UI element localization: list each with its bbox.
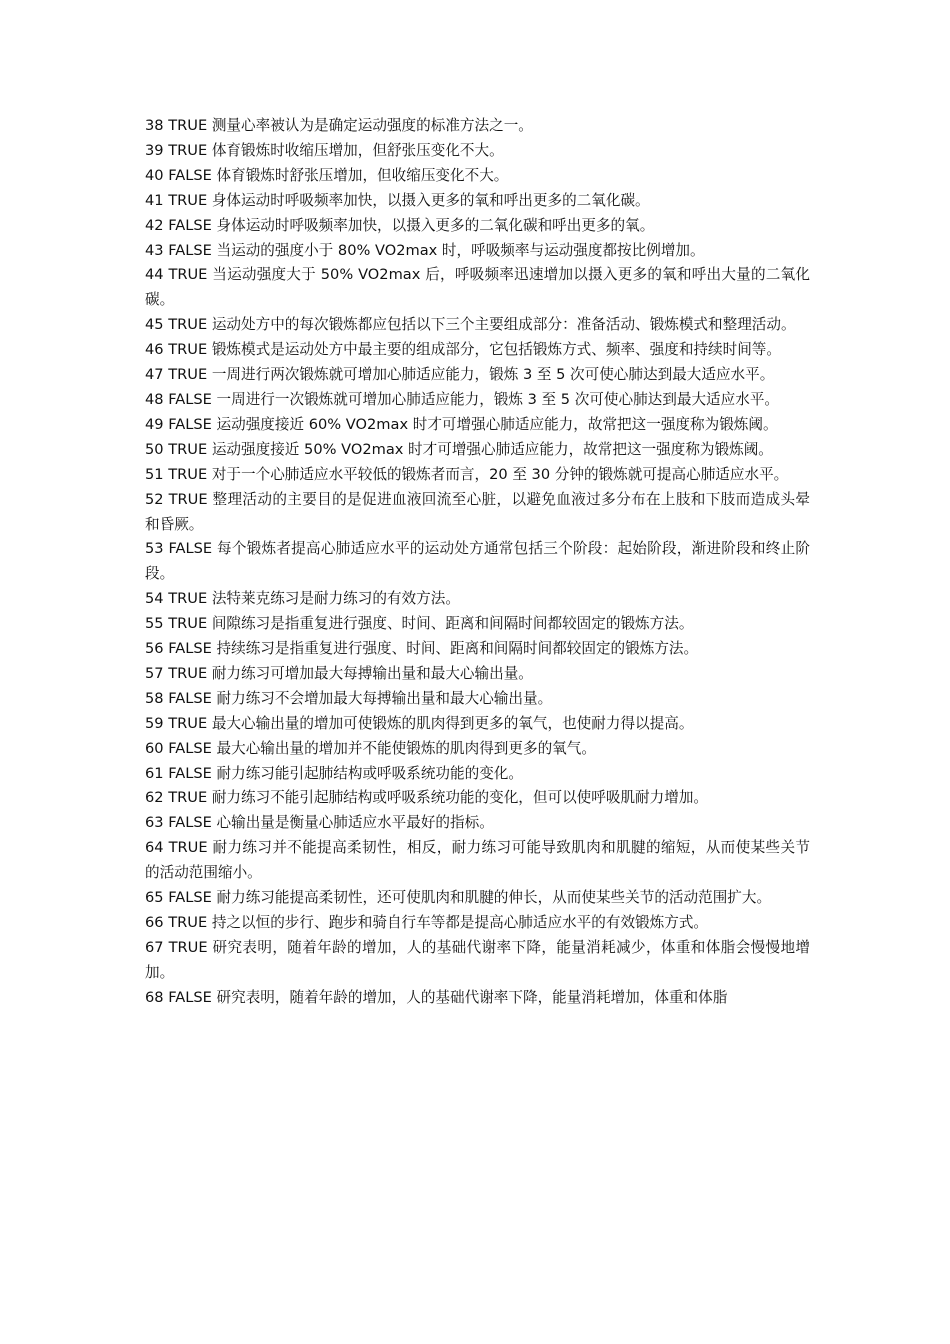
question-number: 56 [145,640,164,658]
question-item [145,612,810,637]
question-item [145,313,810,338]
question-text: 体育锻炼时舒张压增加，但收缩压变化不大。 [216,166,509,184]
question-text: 研究表明，随着年龄的增加，人的基础代谢率下降，能量消耗减少，体重和体脂会慢慢地增加。 [145,938,811,981]
answer-label: TRUE [168,664,208,682]
question-item [145,363,810,388]
question-text: 耐力练习并不能提高柔韧性，相反，耐力练习可能导致肌肉和肌腱的缩短，从而使某些关节的活动范围缩小。 [145,839,811,882]
answer-label: FALSE [168,540,213,558]
question-text: 当运动强度大于 50% VO2max 后，呼吸频率迅速增加以摄入更多的氧和呼出大量的二氧化碳。 [145,266,811,309]
question-number: 55 [145,615,164,633]
question-number: 61 [145,764,164,782]
question-text: 耐力练习能引起肺结构或呼吸系统功能的变化。 [216,764,523,782]
question-number: 49 [145,415,164,433]
question-number: 45 [145,316,164,334]
question-text: 持之以恒的步行、跑步和骑自行车等都是提高心肺适应水平的有效锻炼方式。 [211,914,709,931]
question-number: 40 [145,166,164,184]
question-text: 耐力练习不会增加最大每搏输出量和最大心输出量。 [216,689,553,707]
question-text: 研究表明，随着年龄的增加，人的基础代谢率下降，能量消耗增加，体重和体脂 [216,988,728,1006]
question-item [145,537,810,587]
question-text: 锻炼模式是运动处方中最主要的组成部分，它包括锻炼方式、频率、强度和持续时间等。 [211,341,781,359]
answer-label: FALSE [168,640,212,658]
question-text: 每个锻炼者提高心肺适应水平的运动处方通常包括三个阶段：起始阶段，渐进阶段和终止阶段。 [145,540,811,583]
question-list [145,114,810,1011]
question-item [145,986,810,1011]
question-text: 耐力练习不能引起肺结构或呼吸系统功能的变化，但可以使呼吸肌耐力增加。 [211,789,709,807]
answer-label: FALSE [168,241,212,259]
answer-label: TRUE [168,714,208,732]
question-number: 54 [145,590,164,608]
question-text: 耐力练习能提高柔韧性，还可使肌肉和肌腱的伸长，从而使某些关节的活动范围扩大。 [216,889,772,907]
question-text: 一周进行一次锻炼就可增加心肺适应能力，锻炼 3 至 5 次可使心肺达到最大适应水平。 [216,390,780,408]
question-item [145,836,810,886]
answer-label: TRUE [168,590,208,608]
question-item [145,239,810,264]
question-item [145,164,810,189]
question-text: 体育锻炼时收缩压增加，但舒张压变化不大。 [211,141,504,159]
question-number: 43 [145,241,164,259]
question-item [145,662,810,687]
question-item [145,811,810,836]
question-text: 整理活动的主要目的是促进血液回流至心脏，以避免血液过多分布在上肢和下肢而造成头晕和昏厥。 [145,490,811,533]
question-item [145,737,810,762]
question-text: 最大心输出量的增加可使锻炼的肌肉得到更多的氧气，也使耐力得以提高。 [211,714,694,732]
question-item [145,587,810,612]
question-number: 53 [145,540,164,558]
answer-label: TRUE [168,366,208,384]
question-text: 运动处方中的每次锻炼都应包括以下三个主要组成部分：准备活动、锻炼模式和整理活动。 [211,316,796,334]
answer-label: TRUE [168,316,208,334]
answer-label: TRUE [168,914,208,931]
answer-label: TRUE [168,266,208,284]
question-text: 身体运动时呼吸频率加快，以摄入更多的氧和呼出更多的二氧化碳。 [211,191,650,209]
question-item [145,438,810,463]
question-number: 60 [145,739,164,757]
question-item [145,463,810,488]
answer-label: TRUE [168,117,208,134]
question-text: 对于一个心肺适应水平较低的锻炼者而言，20 至 30 分钟的锻炼就可提高心肺适应水平。 [211,465,789,483]
answer-label: FALSE [168,390,212,408]
answer-label: FALSE [168,689,212,707]
question-item [145,911,810,936]
question-item [145,388,810,413]
question-item [145,139,810,164]
question-number: 39 [145,141,164,159]
question-number: 51 [145,465,164,483]
question-item [145,114,810,139]
question-text: 法特莱克练习是耐力练习的有效方法。 [211,590,460,608]
answer-label: FALSE [168,764,212,782]
question-item [145,413,810,438]
question-number: 65 [145,889,164,907]
question-text: 一周进行两次锻炼就可增加心肺适应能力，锻炼 3 至 5 次可使心肺达到最大适应水平。 [211,366,775,384]
answer-label: FALSE [168,216,212,234]
question-number: 42 [145,216,164,234]
question-text: 运动强度接近 60% VO2max 时才可增强心肺适应能力，故常把这一强度称为锻炼阈。 [216,415,778,433]
question-number: 62 [145,789,164,807]
answer-label: TRUE [168,490,208,508]
answer-label: TRUE [168,191,208,209]
question-number: 38 [145,117,164,134]
question-number: 47 [145,366,164,384]
question-number: 46 [145,341,164,359]
question-number: 52 [145,490,164,508]
answer-label: TRUE [168,440,208,458]
question-text: 当运动的强度小于 80% VO2max 时，呼吸频率与运动强度都按比例增加。 [216,241,705,259]
question-text: 间隙练习是指重复进行强度、时间、距离和间隔时间都较固定的锻炼方法。 [211,615,694,633]
question-text: 耐力练习可增加最大每搏输出量和最大心输出量。 [211,664,533,682]
answer-label: TRUE [168,465,208,483]
question-number: 64 [145,839,164,857]
question-item [145,936,810,986]
question-item [145,886,810,911]
answer-label: FALSE [168,739,212,757]
question-number: 44 [145,266,164,284]
question-item [145,263,810,313]
answer-label: TRUE [168,341,208,359]
question-item [145,637,810,662]
question-number: 63 [145,814,164,832]
answer-label: FALSE [168,889,212,907]
answer-label: FALSE [168,415,212,433]
question-item [145,338,810,363]
question-number: 66 [145,914,164,931]
answer-label: TRUE [168,789,208,807]
answer-label: TRUE [168,839,208,857]
question-item [145,214,810,239]
answer-label: TRUE [168,615,208,633]
question-text: 持续练习是指重复进行强度、时间、距离和间隔时间都较固定的锻炼方法。 [216,640,699,658]
question-text: 身体运动时呼吸频率加快，以摄入更多的二氧化碳和呼出更多的氧。 [216,216,655,234]
question-number: 68 [145,988,164,1006]
question-number: 67 [145,938,164,956]
question-number: 41 [145,191,164,209]
answer-label: FALSE [168,814,212,832]
answer-label: TRUE [168,141,208,159]
question-text: 测量心率被认为是确定运动强度的标准方法之一。 [211,117,533,134]
answer-label: FALSE [168,988,212,1006]
question-number: 58 [145,689,164,707]
question-item [145,712,810,737]
question-text: 运动强度接近 50% VO2max 时才可增强心肺适应能力，故常把这一强度称为锻炼阈。 [211,440,773,458]
question-number: 50 [145,440,164,458]
answer-label: FALSE [168,166,212,184]
answer-label: TRUE [168,938,208,956]
question-item [145,189,810,214]
question-number: 59 [145,714,164,732]
question-number: 57 [145,664,164,682]
question-item [145,687,810,712]
question-item [145,488,810,538]
question-item [145,762,810,787]
question-item [145,786,810,811]
question-text: 最大心输出量的增加并不能使锻炼的肌肉得到更多的氧气。 [216,739,596,757]
question-text: 心输出量是衡量心肺适应水平最好的指标。 [216,814,494,832]
question-number: 48 [145,390,164,408]
